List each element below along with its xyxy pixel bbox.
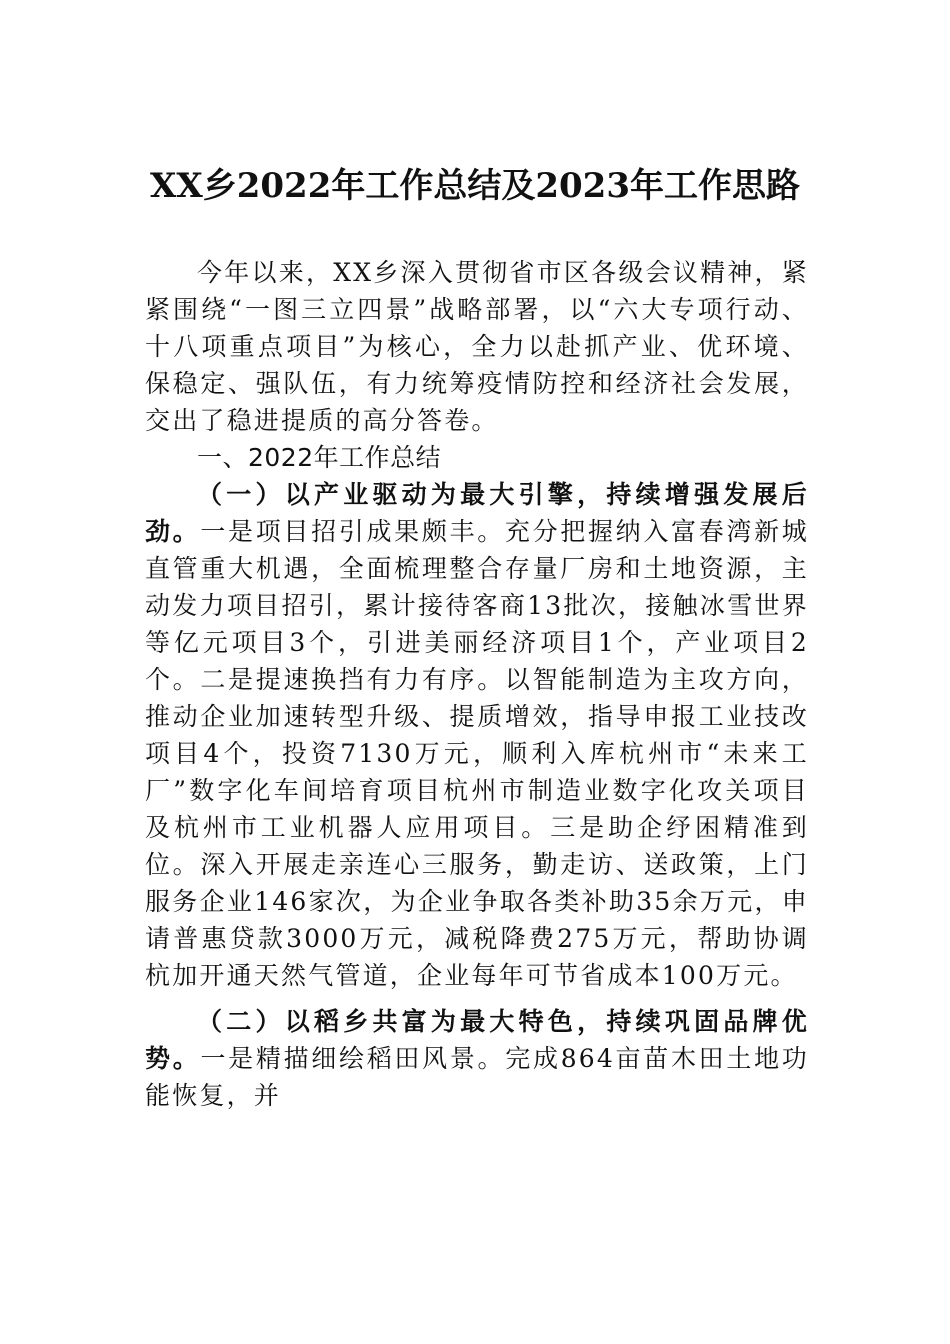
paragraph-spacer xyxy=(145,994,809,1003)
section-heading-1: 一、2022年工作总结 xyxy=(197,443,442,472)
subsection-1-heading: （一）以产业驱动为最大引擎，持续增强发展后劲。 xyxy=(145,480,809,546)
subsection-1-paragraph xyxy=(145,476,809,994)
subsection-1-body: 一是项目招引成果颇丰。充分把握纳入富春湾新城直管重大机遇，全面梳理整合存量厂房和土地资源，主动发力项目招引，累计接待客商13批次，接触冰雪世界等亿元项目3个，引进美丽经济项目1个，产业项目2个。二是提速换挡有力有序。以智能制造为主攻方向，推动企业加速转型升级、提质增效，指导申报工业技改项目4个，投资7130万元，顺利入库杭州市“未来工厂”数字化车间培育项目杭州市制造业数字化攻关项目及杭州市工业机器人应用项目。三是助企纾困精准到位。深入开展走亲连心三服务，勤走访、送政策，上门服务企业146家次，为企业争取各类补助35余万元，申请普惠贷款3000万元，减税降费275万元，帮助协调杭加开通天然气管道，企业每年可节省成本100万元。 xyxy=(145,517,809,990)
subsection-2-paragraph xyxy=(145,1003,809,1114)
intro-paragraph: 今年以来，XX乡深入贯彻省市区各级会议精神，紧紧围绕“一图三立四景”战略部署，以“六大专项行动、十八项重点项目”为核心，全力以赴抓产业、优环境、保稳定、强队伍，有力统筹疫情防控和经济社会发展，交出了稳进提质的高分答卷。 xyxy=(145,258,809,435)
subsection-2-body: 一是精描细绘稻田风景。完成864亩苗木田土地功能恢复，并 xyxy=(145,1044,809,1110)
document-body xyxy=(145,254,809,1114)
subsection-2-heading: （二）以稻乡共富为最大特色，持续巩固品牌优势。 xyxy=(145,1007,809,1073)
document-title: XX乡2022年工作总结及2023年工作思路 xyxy=(149,166,801,206)
